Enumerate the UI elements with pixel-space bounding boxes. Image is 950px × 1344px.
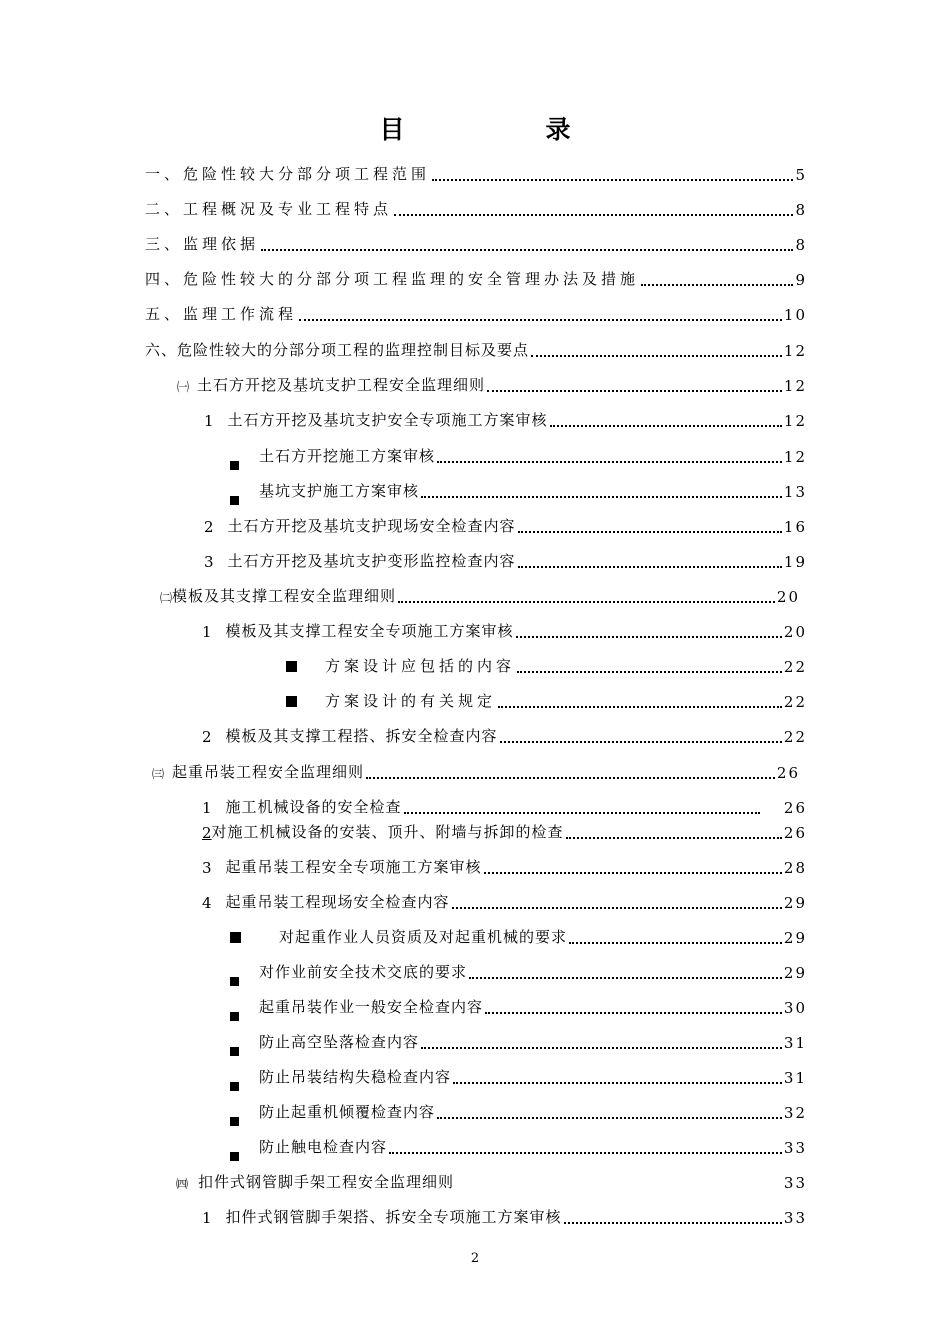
toc-entry-marker: 1	[202, 799, 212, 817]
toc-entry[interactable]	[177, 371, 807, 395]
leader-dots	[485, 1011, 782, 1014]
toc-entry-marker: ㈡	[160, 591, 173, 605]
leader-dots	[421, 495, 782, 498]
leader-dots	[566, 836, 782, 839]
toc-entry-text: 扣件式钢管脚手架搭、拆安全专项施工方案审核	[225, 1208, 562, 1226]
square-bullet-icon	[230, 1082, 239, 1091]
toc-entry-page: 29	[783, 894, 807, 912]
toc-entry-page: 28	[783, 859, 807, 877]
leader-dots	[404, 811, 760, 814]
square-bullet-icon	[230, 1012, 239, 1021]
toc-entry-page: 12	[783, 377, 807, 395]
toc-entry-marker: 1	[202, 1209, 212, 1227]
toc-entry[interactable]	[230, 1098, 807, 1122]
toc-entry[interactable]	[204, 512, 807, 536]
toc-entry-page: 26	[776, 764, 800, 782]
toc-entry[interactable]	[230, 958, 807, 982]
toc-entry-page: 33	[783, 1209, 807, 1227]
toc-entry-text: 土石方开挖及基坑支护现场安全检查内容	[227, 517, 516, 535]
toc-entry-text: 防止起重机倾覆检查内容	[259, 1103, 436, 1121]
toc-entry[interactable]	[202, 1203, 807, 1227]
leader-dots	[498, 705, 782, 708]
toc-entry[interactable]	[230, 1133, 807, 1157]
toc-entry-text: 对起重作业人员资质及对起重机械的要求	[279, 928, 568, 946]
toc-entry-page: 22	[783, 728, 807, 746]
square-bullet-icon	[230, 496, 239, 505]
leader-dots	[261, 248, 793, 251]
leader-dots	[452, 906, 782, 909]
toc-entry[interactable]	[145, 265, 807, 289]
toc-entry[interactable]	[160, 582, 800, 606]
toc-entry-text: 模板及其支撑工程安全专项施工方案审核	[225, 622, 514, 640]
toc-entry[interactable]	[204, 547, 807, 571]
leader-dots	[517, 670, 782, 673]
toc-entry-text: 五、监理工作流程	[145, 305, 298, 323]
square-bullet-icon	[230, 932, 241, 943]
toc-entry-text: 对施工机械设备的安装、顶升、附墙与拆卸的检查	[211, 823, 564, 841]
toc-entry-marker: 1	[204, 412, 214, 430]
toc-entry[interactable]	[176, 1168, 807, 1192]
toc-entry-page: 31	[783, 1069, 807, 1087]
toc-entry-text: 土石方开挖施工方案审核	[259, 447, 436, 465]
toc-entry-page: 26	[783, 799, 807, 817]
toc-entry-marker: 4	[202, 894, 212, 912]
leader-dots	[469, 976, 782, 979]
toc-entry[interactable]	[230, 923, 807, 947]
toc-entry-text: 防止高空坠落检查内容	[259, 1033, 420, 1051]
toc-entry-page: 20	[776, 588, 800, 606]
leader-dots	[394, 213, 793, 216]
toc-entry-page: 5	[795, 166, 807, 184]
leader-dots	[437, 1116, 782, 1119]
toc-entry-page: 22	[783, 693, 807, 711]
toc-entry-text: 模板及其支撑工程安全监理细则	[172, 587, 397, 605]
leader-dots	[531, 354, 782, 357]
toc-entry[interactable]	[202, 617, 807, 641]
toc-entry-marker: 2	[202, 728, 212, 746]
toc-entry-page: 29	[783, 964, 807, 982]
leader-dots	[500, 740, 782, 743]
toc-entry-text: 模板及其支撑工程搭、拆安全检查内容	[225, 727, 498, 745]
toc-entry[interactable]	[152, 758, 800, 782]
toc-entry-text: 土石方开挖及基坑支护变形监控检查内容	[227, 552, 516, 570]
toc-entry-page: 31	[783, 1034, 807, 1052]
square-bullet-icon	[286, 696, 297, 707]
toc-entry[interactable]	[202, 818, 807, 842]
toc-entry-page: 8	[795, 236, 807, 254]
toc-entry-page: 9	[795, 271, 807, 289]
toc-entry[interactable]	[204, 406, 807, 430]
toc-entry-page: 22	[783, 658, 807, 676]
toc-entry-page: 32	[783, 1104, 807, 1122]
toc-entry-text: 对作业前安全技术交底的要求	[259, 963, 468, 981]
toc-entry[interactable]	[286, 652, 807, 676]
toc-entry[interactable]	[202, 888, 807, 912]
toc-entry-text: 施工机械设备的安全检查	[225, 798, 402, 816]
toc-entry-page: 20	[783, 623, 807, 641]
toc-entry-text: 方案设计应包括的内容	[325, 657, 516, 675]
leader-dots	[484, 871, 782, 874]
leader-dots	[299, 318, 782, 321]
leader-dots	[437, 460, 782, 463]
toc-entry-marker: ㈣	[176, 1177, 189, 1191]
toc-entry-page: 29	[783, 929, 807, 947]
toc-entry[interactable]	[202, 793, 807, 817]
toc-entry-page: 10	[783, 306, 807, 324]
toc-entry-text: 防止吊装结构失稳检查内容	[259, 1068, 452, 1086]
toc-entry-marker: 3	[202, 859, 212, 877]
toc-entry-page: 12	[783, 448, 807, 466]
toc-entry-text: 防止触电检查内容	[259, 1138, 388, 1156]
leader-dots	[366, 776, 775, 779]
square-bullet-icon	[230, 461, 239, 470]
toc-entry[interactable]	[230, 1063, 807, 1087]
toc-entry-text: 起重吊装工程安全监理细则	[172, 763, 365, 781]
toc-entry[interactable]	[145, 230, 807, 254]
square-bullet-icon	[230, 1117, 239, 1126]
toc-entry-text: 起重吊装工程安全专项施工方案审核	[225, 858, 482, 876]
toc-entry[interactable]	[145, 160, 807, 184]
toc-entry-text: 方案设计的有关规定	[325, 692, 497, 710]
leader-dots	[641, 283, 793, 286]
toc-entry-text: 土石方开挖及基坑支护安全专项施工方案审核	[227, 411, 548, 429]
leader-dots	[518, 565, 782, 568]
toc-entry-page: 30	[783, 999, 807, 1017]
toc-entry-text: 起重吊装作业一般安全检查内容	[259, 998, 484, 1016]
toc-entry-page: 26	[783, 824, 807, 842]
toc-entry[interactable]	[286, 687, 807, 711]
toc-entry[interactable]	[145, 195, 807, 219]
leader-dots	[564, 1221, 782, 1224]
toc-entry-page: 19	[783, 553, 807, 571]
toc-entry[interactable]	[145, 336, 807, 360]
toc-entry-marker: 2	[204, 518, 214, 536]
leader-dots	[453, 1081, 782, 1084]
leader-dots	[569, 941, 782, 944]
toc-entry-marker: ㈢	[152, 767, 165, 781]
toc-entry-text: 三、监理依据	[145, 235, 260, 253]
toc-entry-text: 六、危险性较大的分部分项工程的监理控制目标及要点	[145, 341, 530, 359]
leader-dots	[432, 178, 793, 181]
leader-dots	[518, 530, 782, 533]
toc-entry-page: 33	[783, 1174, 807, 1192]
toc-entry-marker: 1	[202, 623, 212, 641]
toc-entry[interactable]	[145, 300, 807, 324]
toc-entry[interactable]	[230, 477, 807, 501]
leader-dots	[389, 1151, 782, 1154]
square-bullet-icon	[286, 661, 297, 672]
toc-entry-marker: 3	[204, 553, 214, 571]
toc-entry-text: 土石方开挖及基坑支护工程安全监理细则	[197, 376, 486, 394]
toc-entry-marker: 2	[202, 824, 212, 842]
square-bullet-icon	[230, 1047, 239, 1056]
toc-title: 目 录	[379, 115, 629, 144]
toc-entry[interactable]	[202, 722, 807, 746]
leader-dots	[550, 424, 782, 427]
leader-dots	[398, 600, 775, 603]
toc-entry[interactable]	[230, 442, 807, 466]
square-bullet-icon	[230, 977, 239, 986]
toc-entry-page: 12	[783, 412, 807, 430]
toc-entry-text: 基坑支护施工方案审核	[259, 482, 420, 500]
toc-entry-text: 扣件式钢管脚手架工程安全监理细则	[198, 1173, 455, 1191]
toc-entry-page: 12	[783, 342, 807, 360]
toc-entry-page: 8	[795, 201, 807, 219]
toc-entry[interactable]	[202, 853, 807, 877]
leader-dots	[421, 1046, 782, 1049]
leader-dots	[487, 389, 782, 392]
square-bullet-icon	[230, 1152, 239, 1161]
toc-entry-page: 16	[783, 518, 807, 536]
toc-entry-page: 33	[783, 1139, 807, 1157]
toc-entry-marker: ㈠	[177, 380, 190, 394]
toc-entry-text: 起重吊装工程现场安全检查内容	[225, 893, 450, 911]
toc-entry-text: 二、工程概况及专业工程特点	[145, 200, 393, 218]
toc-entry-text: 四、危险性较大的分部分项工程监理的安全管理办法及措施	[145, 270, 640, 288]
toc-entry[interactable]	[230, 1028, 807, 1052]
leader-dots	[516, 635, 782, 638]
toc-entry-text: 一、危险性较大分部分项工程范围	[145, 165, 431, 183]
toc-entry[interactable]	[230, 993, 807, 1017]
toc-entry-page: 13	[783, 483, 807, 501]
footer-page-number: 2	[470, 1251, 480, 1266]
